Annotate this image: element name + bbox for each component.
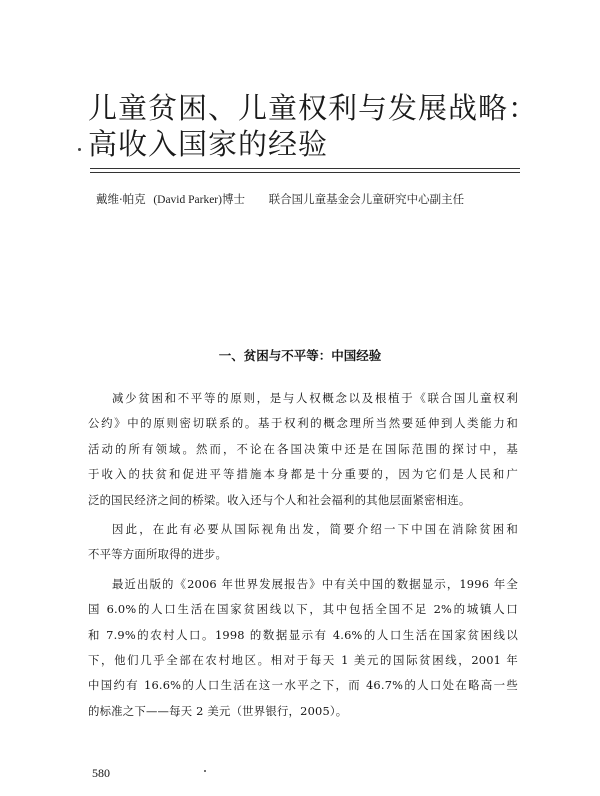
paragraph-line: 最近出版的《2006 年世界发展报告》中有关中国的数据显示，1996 年全 <box>112 576 518 591</box>
page-number: 580 <box>92 766 110 780</box>
paragraph-line: 和 7.9%的农村人口。1998 的数据显示有 4.6%的人口生活在国家贫困线以 <box>88 627 518 642</box>
title-line-2: 高收入国家的经验 <box>88 127 329 161</box>
paragraph-line: 于收入的扶贫和促进平等措施本身都是十分重要的，因为它们是人民和广 <box>88 467 518 482</box>
author-name-latin: (David Parker)博士 <box>153 194 245 206</box>
paragraph <box>88 386 518 513</box>
title-rule-top <box>90 168 520 169</box>
author-name-cn: 戴维·帕克 <box>96 192 146 206</box>
author-line <box>96 191 526 207</box>
paragraph-line: 减少贫困和不平等的原则，是与人权概念以及根植于《联合国儿童权利 <box>112 391 518 405</box>
paragraph-line: 国 6.0%的人口生活在国家贫困线以下，其中包括全国不足 2%的城镇人口 <box>88 602 518 617</box>
scan-speck <box>204 770 206 772</box>
scan-speck <box>78 148 81 151</box>
author-affiliation: 联合国儿童基金会儿童研究中心副主任 <box>268 192 465 206</box>
article-body <box>88 386 518 724</box>
paragraph <box>88 572 518 724</box>
article-title <box>88 90 548 162</box>
paragraph-line: 不平等方面所取得的进步。 <box>88 547 228 562</box>
paragraph-line: 活动的所有领域。然而，不论在各国决策中还是在国际范围的探讨中，基 <box>88 441 518 456</box>
paragraph-line: 中国约有 16.6%的人口生活在这一水平之下，而 46.7%的人口处在略高一些 <box>88 678 518 693</box>
paragraph-line: 因此，在此有必要从国际视角出发，简要介绍一下中国在消除贫困和 <box>112 521 518 536</box>
paragraph <box>88 517 518 568</box>
paragraph-line: 泛的国民经济之间的桥梁。收入还与个人和社会福利的其他层面紧密相连。 <box>88 492 471 507</box>
paragraph-line: 公约》中的原则密切联系的。基于权利的概念理所当然要延伸到人类能力和 <box>88 416 518 431</box>
title-line-1: 儿童贫困、儿童权利与发展战略： <box>88 91 539 125</box>
section-heading: 一、贫困与不平等：中国经验 <box>218 348 382 363</box>
title-rule-bottom <box>90 172 520 173</box>
paragraph-line: 下，他们几乎全部在农村地区。相对于每天 1 美元的国际贫困线，2001 年 <box>88 652 518 667</box>
paragraph-line: 的标准之下——每天 2 美元（世界银行，2005）。 <box>88 703 348 718</box>
